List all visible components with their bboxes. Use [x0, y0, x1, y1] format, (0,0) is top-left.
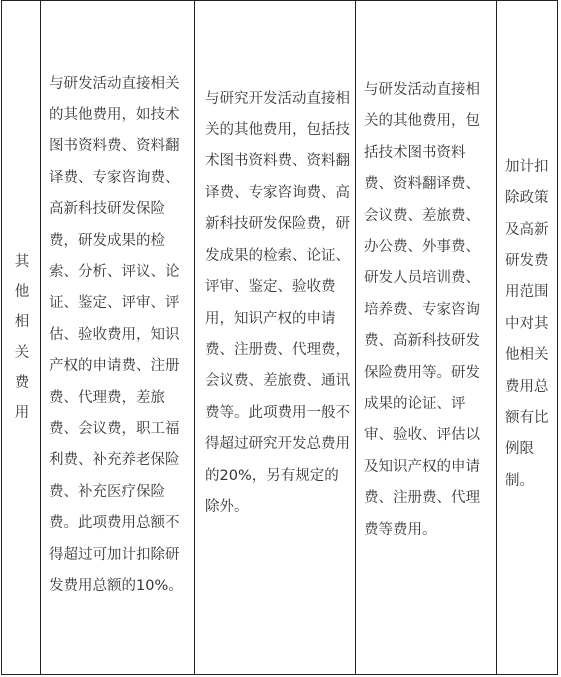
- high-tech-cell: [195, 1, 356, 674]
- expense-comparison-table: [1, 0, 558, 675]
- remark-text: 加计扣除政策及高新研发费用范围中对其他相关费用总额有比例限制。: [505, 158, 549, 489]
- deduction-policy-text: 与研发活动直接相关的其他费用，如技术图书资料费、资料翻译费、专家咨询费、高新科技研发保险费，研发成果的检索、分析、评议、论证、鉴定、评审、评估、验收费用，知识产权的申请费、注册费、代理费，差旅费、会议费，职工福利费、补充养老保险费、补充医疗保险费。此项费用总额不得超过可加计扣除研发费用总额的10%。: [49, 75, 183, 595]
- remark-cell: [497, 1, 557, 674]
- deduction-policy-cell: [41, 1, 195, 674]
- high-tech-text: 与研究开发活动直接相关的其他费用，包括技术图书资料费、资料翻译费、专家咨询费、高新科技研发保险费，研发成果的检索、论证、评审、鉴定、验收费用，知识产权的申请费、注册费、代理费，会议费、差旅费、通讯费等。此项费用一般不得超过研究开发总费用的20%，另有规定的除外。: [205, 90, 350, 515]
- category-label: 其他相关费用: [14, 253, 30, 421]
- accounting-cell: [356, 1, 497, 674]
- category-cell: [2, 1, 41, 674]
- accounting-text: 与研发活动直接相关的其他费用，包括技术图书资料费、资料翻译费、会议费、差旅费、办公费、外事费、研发人员培训费、培养费、专家咨询费、高新科技研发保险费用等。研发成果的论证、评审、验收、评估以及知识产权的申请费、注册费、代理费等费用。: [364, 81, 480, 538]
